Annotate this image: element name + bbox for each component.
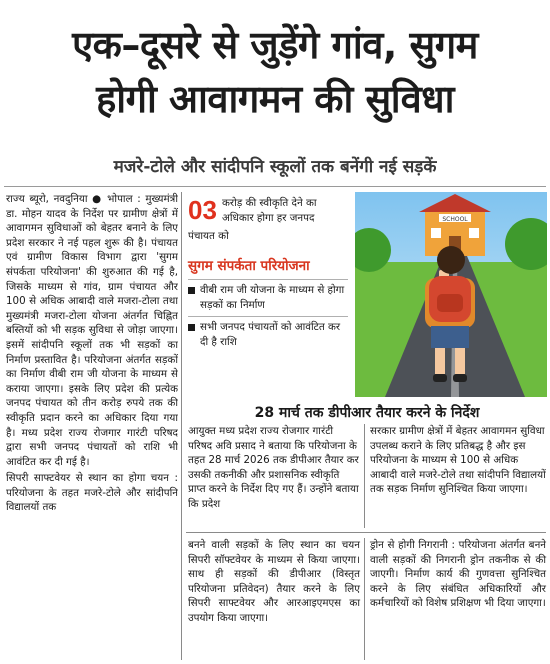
illustration-svg — [355, 192, 547, 397]
left-paragraph-1: मुख्यमंत्री डा. मोहन यादव के निर्देश पर ग्रामीण क्षेत्रों में आवागमन सुविधाओं को बेहतर बनाने के लिए प्रदेश सरकार ने नई पहल शुरू की है। पंचायत एवं ग्रामीण विकास विभाग द्वारा 'सुगम संपर्कता परियोजना' की शुरुआत की गई है, जिसके माध्यम से गांव, ग्राम पंचायत और 100 से अधिक आबादी वाले मजरा-टोला तथा मुख्यमंत्री मजरा-टोला योजना अंतर्गत चिह्नित बस्तियों को भी सड़क सुविधा से जोड़ा जाएगा। इसमें सांदीपनि स्कूलों तक भी सड़कों का निर्माण प्रस्तावित है। परियोजना अंतर्गत सड़कों का निर्माण वीबी राम जी योजना के माध्यम से कराया जाएगा। इसके लिए प्रदेश की प्रत्येक जनपद पंचायत को तीन करोड़ रुपये तक की स्वीकृति प्रदान करने का अधिकार दिया गया है। मध्य प्रदेश राज्य रोजगार गारंटी परिषद द्वारा सभी जनपद पंचायतों को राशि भी आवंटित कर दी गई है। — [6, 193, 178, 468]
highlight-bullet-1: वीबी राम जी योजना के माध्यम से होगा सड़कों का निर्माण — [188, 283, 348, 312]
boy-shorts — [431, 326, 469, 348]
headline-line-1: एक–दूसरे से जुड़ेंगे गांव, सुगम — [72, 23, 478, 67]
section-text-1: आयुक्त मध्य प्रदेश राज्य रोजगार गारंटी परिषद अवि प्रसाद ने बताया कि परियोजना के तहत 28 मार्च 2026 तक डीपीआर तैयार कर उसकी तकनीकी और प्रशासनिक स्वीकृति प्राप्त करने के निर्देश दिए गए हैं। उन्होंने बताया कि प्रदेश — [188, 425, 359, 510]
boy-leg — [435, 348, 445, 374]
school-boy-illustration — [355, 192, 547, 397]
headline — [0, 18, 550, 126]
top-divider — [4, 186, 546, 187]
boy-leg — [455, 348, 465, 374]
highlight-number: 03 — [188, 195, 217, 225]
subheadline: मजरे-टोले और सांदीपनि स्कूलों तक बनेंगी नई सड़कें — [113, 157, 437, 177]
highlight-number-text-2: पंचायत को — [188, 230, 229, 242]
boy-shoe — [453, 374, 467, 382]
bottom-text-2: ड्रोन से होगी निगरानी : परियोजना अंतर्गत बनने वाली सड़कों की निगरानी ड्रोन तकनीक से की जाएगी। निर्माण कार्य की गुणवत्ता सुनिश्चित करने के लिए संबंधित अधिकारियों और कर्मचारियों को विशेष प्रशिक्षण भी दिया जाएगा। — [370, 539, 546, 610]
left-column — [6, 192, 178, 660]
left-paragraph-2: सिपरी साफ्टवेयर से स्थान का होगा चयन : परियोजना के तहत मजरे-टोले और सांदीपनि विद्यालयों तक — [6, 472, 178, 514]
highlight-divider — [188, 316, 348, 317]
backpack-pocket — [437, 294, 463, 312]
column-divider-mid — [364, 424, 365, 528]
highlight-title: सुगम संपर्कता परियोजना — [188, 258, 310, 274]
column-divider-left-bottom — [181, 404, 182, 660]
highlight-bullet-2: सभी जनपद पंचायतों को आवंटित कर दी है राशि — [188, 320, 348, 349]
column-divider-left-top — [181, 192, 182, 404]
section-text-2: सरकार ग्रामीण क्षेत्रों में बेहतर आवागमन सुविधा उपलब्ध कराने के लिए प्रतिबद्ध है और इस परियोजना के माध्यम से 100 से अधिक आबादी वाले मजरे-टोले तथा सांदीपनि विद्यालयों तक सड़क निर्माण सुनिश्चित किया जाएगा। — [370, 425, 546, 496]
highlight-number-text: करोड़ की स्वीकृति देने का अधिकार होगा हर जनपद — [222, 197, 317, 224]
bottom-divider — [186, 532, 546, 533]
section-heading: 28 मार्च तक डीपीआर तैयार करने के निर्देश — [254, 405, 480, 421]
highlight-divider — [188, 279, 348, 280]
window — [469, 228, 479, 238]
headline-line-2: होगी आवागमन की सुविधा — [96, 77, 454, 121]
column-divider-bottom — [364, 538, 365, 660]
dateline: राज्य ब्यूरो, नवदुनिया ● भोपाल : — [6, 193, 141, 205]
boy-shoe — [433, 374, 447, 382]
boy-hair — [437, 246, 465, 274]
school-sign-text: SCHOOL — [442, 216, 468, 223]
window — [431, 228, 441, 238]
bottom-text-1: बनने वाली सड़कों के लिए स्थान का चयन सिपरी सॉफ्टवेयर के माध्यम से किया जाएगा। साथ ही सड़कों की डीपीआर (विस्तृत परियोजना प्रतिवेदन) तैयार करने के लिए सिपरी साफ्टवेयर और आरआइएमएस का उपयोग किया जाएगा। — [188, 539, 360, 624]
